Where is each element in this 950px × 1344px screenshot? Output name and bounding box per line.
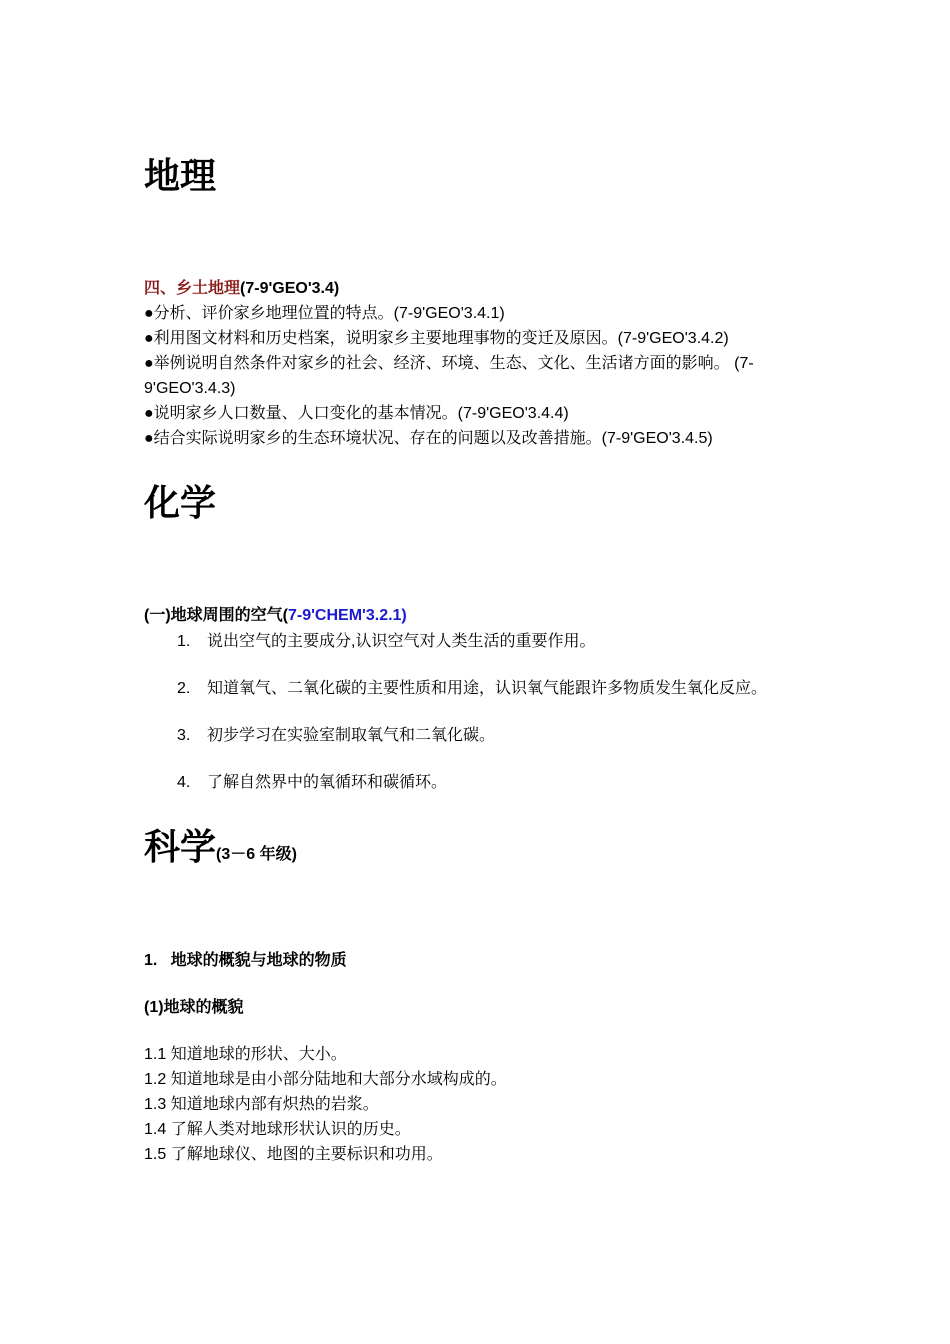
- science-item: 1.5 了解地球仪、地图的主要标识和功用。: [144, 1146, 443, 1163]
- geography-item: ●分析、评价家乡地理位置的特点。(7-9'GEO'3.4.1): [144, 305, 505, 322]
- chemistry-section-title: [144, 606, 407, 626]
- geography-item: ●结合实际说明家乡的生态环境状况、存在的问题以及改善措施。(7-9'GEO'3.4.5): [144, 430, 713, 447]
- geography-heading: 地理: [144, 155, 217, 197]
- science-item: 1.4 了解人类对地球形状认识的历史。: [144, 1121, 411, 1138]
- science-topic: 1. 地球的概貌与地球的物质: [144, 952, 347, 969]
- science-subtopic: (1)地球的概貌: [144, 999, 244, 1016]
- list-item-text: 初步学习在实验室制取氧气和二氧化碳。: [207, 727, 496, 744]
- chemistry-section-name: (一)地球周围的空气(: [144, 607, 288, 624]
- geography-section-name: 四、乡土地理: [144, 280, 241, 297]
- science-item: 1.2 知道地球是由小部分陆地和大部分水域构成的。: [144, 1071, 507, 1088]
- list-item-text: 知道氧气、二氧化碳的主要性质和用途，认识氧气能跟许多物质发生氧化反应。: [207, 680, 768, 697]
- list-item-number: 1.: [177, 633, 191, 650]
- geography-item: ●利用图文材料和历史档案，说明家乡主要地理事物的变迁及原因。(7-9'GEO'3.4.2): [144, 330, 729, 347]
- chemistry-heading: 化学: [144, 482, 217, 524]
- list-item-number: 3.: [177, 727, 191, 744]
- geography-section-code: (7-9'GEO'3.4): [240, 280, 340, 297]
- science-heading-row: [144, 827, 297, 867]
- chemistry-section-code: 7-9'CHEM'3.2.1): [288, 607, 407, 624]
- list-item-number: 2.: [177, 680, 191, 697]
- geography-section-title: [144, 279, 339, 299]
- science-item: 1.3 知道地球内部有炽热的岩浆。: [144, 1096, 379, 1113]
- geography-item-continuation: 9'GEO'3.4.3): [144, 380, 236, 397]
- list-item-text: 了解自然界中的氧循环和碳循环。: [207, 774, 448, 791]
- science-item: 1.1 知道地球的形状、大小。: [144, 1046, 347, 1063]
- geography-item: ●举例说明自然条件对家乡的社会、经济、环境、生态、文化、生活诸方面的影响。 (7-: [144, 355, 754, 372]
- science-heading-suffix: (3－6 年级): [216, 846, 297, 863]
- science-heading: 科学: [144, 826, 217, 868]
- list-item-text: 说出空气的主要成分,认识空气对人类生活的重要作用。: [207, 633, 596, 650]
- list-item-number: 4.: [177, 774, 191, 791]
- geography-item: ●说明家乡人口数量、人口变化的基本情况。(7-9'GEO'3.4.4): [144, 405, 569, 422]
